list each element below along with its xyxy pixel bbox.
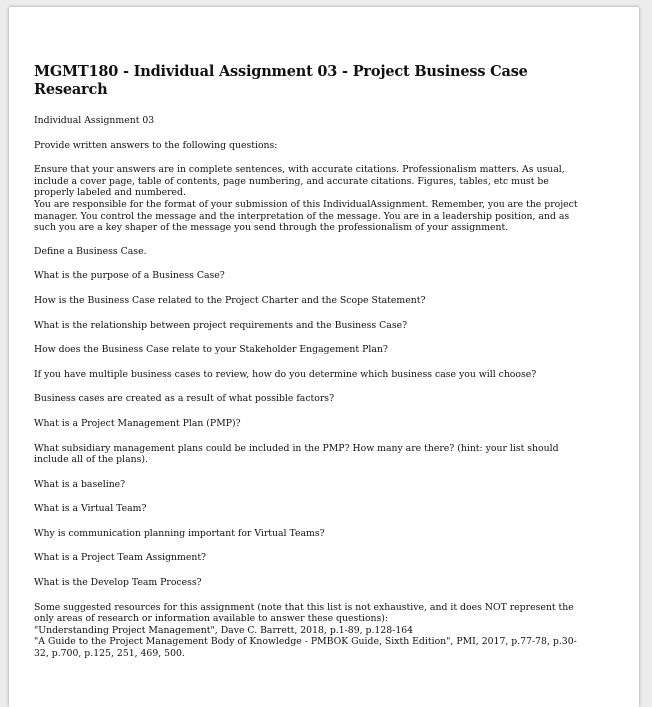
question-item: If you have multiple business cases to review, how do you determine which business case you will choose?: [34, 368, 537, 380]
question-item: How does the Business Case relate to your Stakeholder Engagement Plan?: [34, 344, 388, 356]
instruction-paragraph: You are responsible for the format of your submission of this IndividualAssignment. Remember, you are the project manager. You control the message and the interpretation of the message. You are in a leadership position, and as such you are a key shaper of the message you send through the professionalism of your assignment.: [34, 198, 578, 234]
resource-item: "Understanding Project Management", Dave C. Barrett, 2018, p.1-89, p.128-164: [34, 624, 414, 636]
instruction-paragraph: Ensure that your answers are in complete sentences, with accurate citations. Professionalism matters. As usual, include a cover page, table of contents, page numbering, and accurate citations. Figures, tables, etc must be properly labeled and numbered.: [34, 164, 565, 199]
document-title: MGMT180 - Individual Assignment 03 - Project Business Case Research: [34, 63, 528, 98]
question-item: Business cases are created as a result of what possible factors?: [34, 393, 335, 405]
question-item: What is the purpose of a Business Case?: [34, 270, 225, 282]
question-item: Why is communication planning important for Virtual Teams?: [34, 527, 325, 539]
question-item: What is the Develop Team Process?: [34, 577, 202, 589]
question-item: What is a Virtual Team?: [34, 503, 147, 515]
question-item: What subsidiary management plans could be included in the PMP? How many are there? (hint: your list should include all of the plans).: [34, 442, 559, 466]
question-item: How is the Business Case related to the Project Charter and the Scope Statement?: [34, 294, 426, 306]
intro-text: Provide written answers to the following questions:: [34, 139, 278, 151]
instructions-block: [34, 164, 582, 234]
question-item: What is a Project Team Assignment?: [34, 552, 207, 564]
resources-block: [34, 602, 582, 660]
question-item: What is a Project Management Plan (PMP)?: [34, 417, 241, 429]
resources-note: Some suggested resources for this assignment (note that this list is not exhaustive, and it does NOT represent the only areas of research or information available to answer these questions):: [34, 601, 574, 625]
document-content: [34, 63, 582, 673]
question-item: What is a baseline?: [34, 478, 126, 490]
question-item: Define a Business Case.: [34, 245, 147, 257]
question-item: What is the relationship between project requirements and the Business Case?: [34, 319, 408, 331]
document-page: [9, 7, 639, 707]
assignment-subtitle: Individual Assignment 03: [34, 115, 155, 126]
resource-item: "A Guide to the Project Management Body of Knowledge - PMBOK Guide, Sixth Edition", PMI, 2017, p.77-78, p.30-32, p.700, p.125, 251, 469, 500.: [34, 636, 577, 660]
